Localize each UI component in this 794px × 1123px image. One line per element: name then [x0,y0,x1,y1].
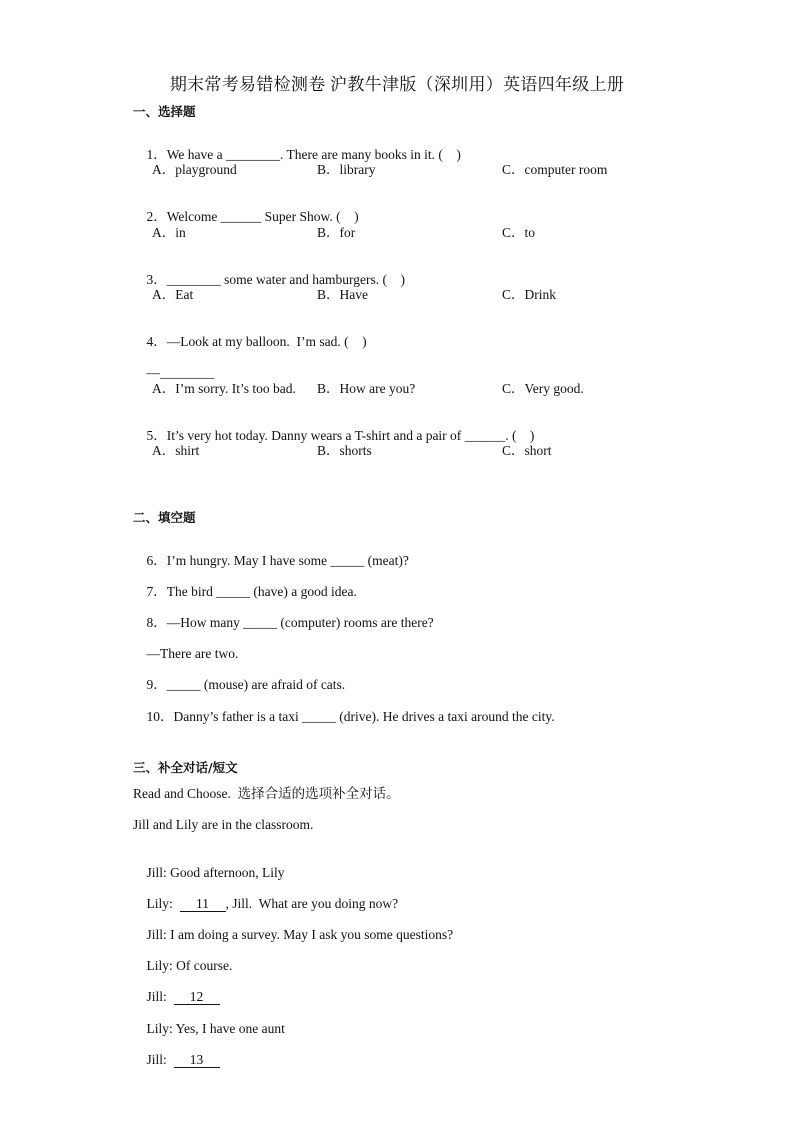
option-c: C．Very good. [502,381,584,396]
dialogue-text: Of course. [172,958,233,973]
question-text: (meat)? [364,553,409,568]
option-a: A．playground [152,162,237,177]
answer-blank: ________ [226,147,281,162]
dialogue-text [167,1052,174,1067]
question-number: 6． [146,553,167,568]
answer-blank: ______ [464,428,506,443]
question-text: (mouse) are afraid of cats. [200,677,346,692]
speaker-name: Jill: [146,1052,167,1067]
question-number: 5． [146,428,167,443]
answer-blank: ________ [160,365,214,380]
question-number: 2． [146,209,167,224]
question-text: We have a [166,147,227,162]
numbered-blank: 13 [174,1053,220,1068]
question-text: (have) a good idea. [250,584,357,599]
speaker-name: Jill: [146,927,167,942]
question-number: 4． [146,334,167,349]
option-a: A．I’m sorry. It’s too bad. [152,381,296,396]
option-b: B．shorts [317,443,372,458]
question-text: Welcome [166,209,221,224]
question-text: It’s very hot today. Danny wears a T-shirt and a pair of [166,428,465,443]
question-text: some water and hamburgers. ( ) [220,272,405,287]
question-text: (computer) rooms are there? [277,615,434,630]
option-a: A．shirt [152,443,200,458]
dialogue-text [167,989,174,1004]
dash: — [146,365,160,380]
question-number: 3． [146,272,167,287]
dialogue-instructions: Read and Choose. 选择合适的选项补全对话。 [133,786,400,801]
option-b: B．How are you? [317,381,416,396]
answer-blank: _____ [243,615,277,630]
option-a: A．Eat [152,287,194,302]
option-c: C．short [502,443,552,458]
section-heading-fill: 二、填空题 [133,510,196,525]
option-c: C．computer room [502,162,608,177]
answer-blank: _____ [330,553,365,568]
numbered-blank: 12 [174,990,220,1005]
page-title: 期末常考易错检测卷 沪教牛津版（深圳用）英语四年级上册 [169,75,625,94]
option-b: B．Have [317,287,368,302]
dialogue-text: I am doing a survey. May I ask you some questions? [166,927,454,942]
question-text: Danny’s father is a taxi [173,709,303,724]
question-10 [133,693,555,741]
question-text: . There are many books in it. ( ) [280,147,461,162]
dialogue-text [173,896,180,911]
answer-blank: _____ [166,677,201,692]
dialogue-text: , Jill. What are you doing now? [225,896,399,911]
dialogue-scene: Jill and Lily are in the classroom. [133,817,314,832]
speaker-name: Jill: [146,865,167,880]
question-text: Super Show. ( ) [261,209,359,224]
question-text: The bird [166,584,217,599]
question-text: —Look at my balloon. I’m sad. ( ) [166,334,367,349]
dialogue-text: Good afternoon, Lily [166,865,285,880]
question-text: (drive). He drives a taxi around the city. [335,709,555,724]
question-text: I’m hungry. May I have some [166,553,331,568]
question-text: . ( ) [505,428,535,443]
section-heading-choice: 一、选择题 [133,104,196,119]
option-c: C．to [502,225,536,240]
option-b: B．library [317,162,376,177]
answer-blank: _____ [302,709,336,724]
question-text: —There are two. [146,646,239,661]
section-heading-dialogue: 三、补全对话/短文 [133,760,238,775]
dialogue-line [133,1036,220,1084]
speaker-name: Lily: [146,958,173,973]
option-b: B．for [317,225,356,240]
question-number: 9． [146,677,167,692]
question-text: —How many [166,615,244,630]
question-number: 10． [146,709,174,724]
speaker-name: Jill: [146,989,167,1004]
answer-blank: ________ [166,272,221,287]
question-number: 8． [146,615,167,630]
answer-blank: ______ [220,209,262,224]
option-a: A．in [152,225,186,240]
dialogue-text: Yes, I have one aunt [172,1021,285,1036]
question-number: 7． [146,584,167,599]
option-c: C．Drink [502,287,556,302]
question-number: 1． [146,147,167,162]
speaker-name: Lily: [146,896,173,911]
speaker-name: Lily: [146,1021,173,1036]
answer-blank: _____ [216,584,250,599]
numbered-blank: 11 [180,897,226,912]
